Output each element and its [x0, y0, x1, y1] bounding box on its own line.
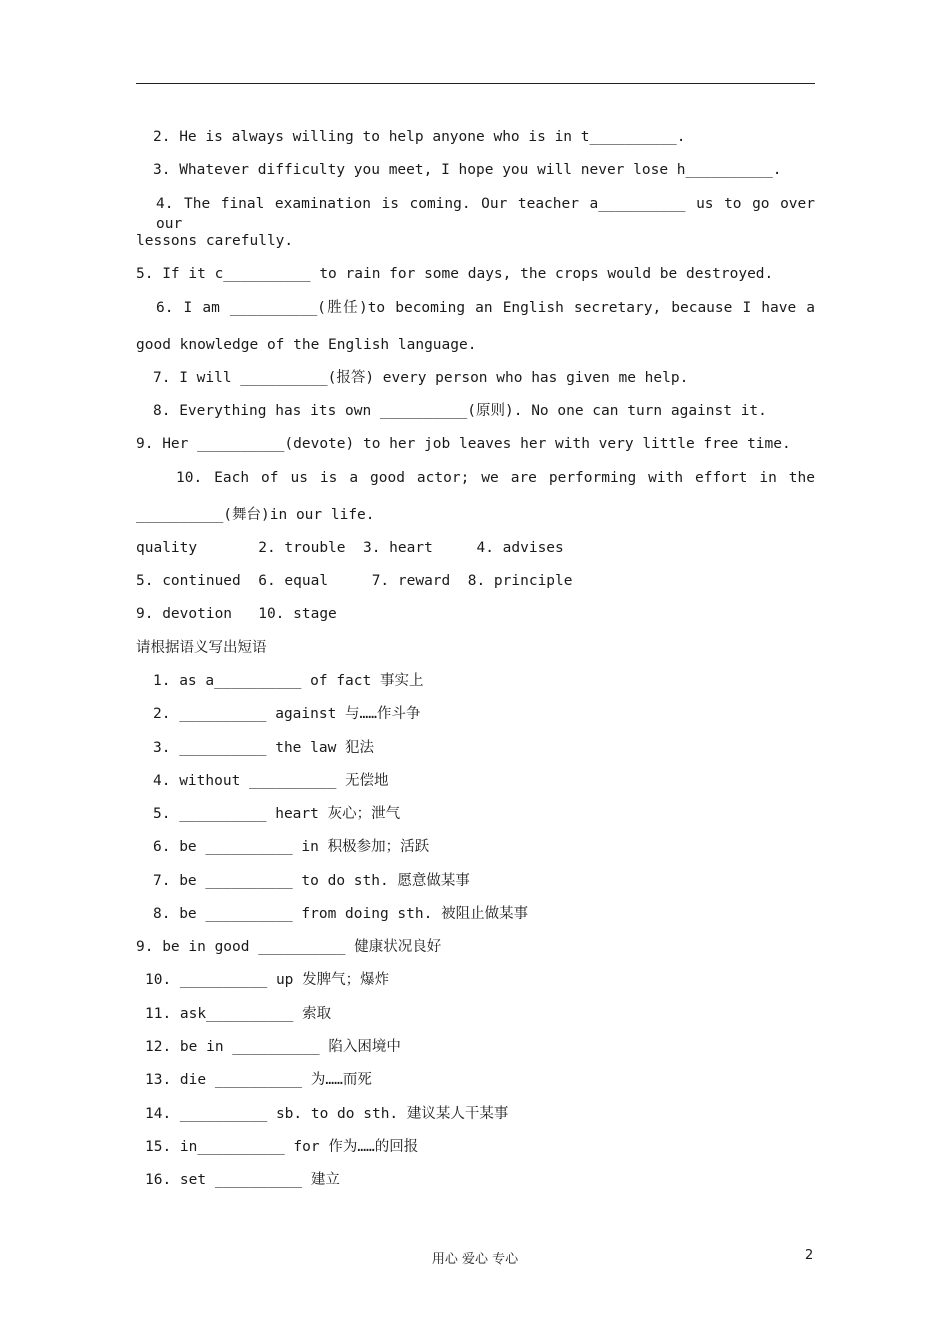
exercise-line-10-cont: __________(舞台)in our life.: [136, 507, 375, 523]
exercise-line-2: 2. He is always willing to help anyone who is in t__________.: [153, 129, 686, 145]
answer-line: 9. devotion 10. stage: [136, 606, 337, 622]
phrase-item: 6. be __________ in 积极参加；活跃: [153, 839, 430, 855]
exercise-line-8: 8. Everything has its own __________(原则). No one can turn against it.: [153, 403, 767, 419]
phrase-item: 11. ask__________ 索取: [145, 1006, 332, 1022]
phrase-item: 15. in__________ for 作为……的回报: [145, 1139, 419, 1155]
phrase-item: 10. __________ up 发脾气；爆炸: [145, 972, 390, 988]
exercise-line-6-cont: good knowledge of the English language.: [136, 337, 477, 353]
page-number: 2: [805, 1248, 814, 1263]
section-title: 请根据语义写出短语: [136, 640, 267, 656]
phrase-item: 12. be in __________ 陷入困境中: [145, 1039, 401, 1055]
exercise-line-6: 6. I am __________(胜任)to becoming an English secretary, because I have a: [156, 300, 815, 316]
exercise-line-5: 5. If it c__________ to rain for some days, the crops would be destroyed.: [136, 266, 774, 282]
answer-line: quality 2. trouble 3. heart 4. advises: [136, 540, 564, 556]
page-footer: 用心 爱心 专心: [431, 1252, 519, 1267]
header-rule: [136, 83, 815, 84]
phrase-item: 3. __________ the law 犯法: [153, 740, 375, 756]
phrase-item: 14. __________ sb. to do sth. 建议某人干某事: [145, 1106, 509, 1122]
phrase-item: 5. __________ heart 灰心；泄气: [153, 806, 401, 822]
exercise-line-3: 3. Whatever difficulty you meet, I hope you will never lose h__________.: [153, 162, 782, 178]
phrase-item: 16. set __________ 建立: [145, 1172, 340, 1188]
phrase-item: 7. be __________ to do sth. 愿意做某事: [153, 873, 470, 889]
phrase-item: 8. be __________ from doing sth. 被阻止做某事: [153, 906, 529, 922]
phrase-item: 2. __________ against 与……作斗争: [153, 706, 421, 722]
exercise-line-9: 9. Her __________(devote) to her job leaves her with very little free time.: [136, 436, 791, 452]
phrase-item: 4. without __________ 无偿地: [153, 773, 389, 789]
exercise-line-4-cont: lessons carefully.: [136, 233, 294, 249]
phrase-item: 1. as a__________ of fact 事实上: [153, 673, 424, 689]
exercise-line-4: 4. The final examination is coming. Our teacher a__________ us to go over our: [156, 196, 815, 232]
phrase-item: 13. die __________ 为……而死: [145, 1072, 372, 1088]
answer-line: 5. continued 6. equal 7. reward 8. principle: [136, 573, 573, 589]
exercise-line-10: 10. Each of us is a good actor; we are performing with effort in the: [176, 470, 815, 486]
phrase-item: 9. be in good __________ 健康状况良好: [136, 939, 442, 955]
exercise-line-7: 7. I will __________(报答) every person who has given me help.: [153, 370, 689, 386]
